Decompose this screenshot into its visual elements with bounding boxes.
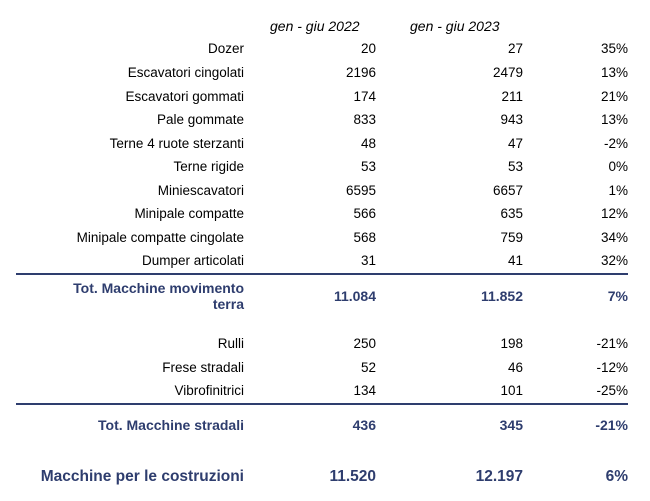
value-2022: 833 [353, 112, 376, 127]
change-percent: 1% [608, 183, 628, 198]
table-row [0, 336, 650, 358]
row-label: Dumper articolati [141, 253, 244, 268]
value-2023: 6657 [492, 183, 523, 198]
row-label: Terne 4 ruote sterzanti [109, 136, 244, 151]
change-percent: 13% [600, 112, 628, 127]
row-label: Rulli [217, 336, 244, 351]
table-row [0, 360, 650, 382]
grand-total-2023: 12.197 [475, 468, 523, 485]
row-label: Dozer [207, 41, 244, 56]
grand-total-change: 6% [605, 468, 628, 485]
table-row [0, 159, 650, 181]
value-2023: 101 [500, 383, 523, 398]
change-percent: -12% [596, 360, 628, 375]
value-2022: 6595 [345, 183, 376, 198]
grand-total-row [0, 468, 650, 490]
value-2023: 198 [500, 336, 523, 351]
value-2022: 566 [353, 206, 376, 221]
value-2023: 27 [507, 41, 523, 56]
value-2023: 635 [500, 206, 523, 221]
road-total-row [0, 417, 650, 439]
earthmoving-total-2022: 11.084 [333, 288, 376, 304]
row-label: Vibrofinitrici [174, 383, 244, 398]
row-label: Minipale compatte [134, 206, 244, 221]
row-label: Pale gommate [156, 112, 244, 127]
grand-total-2022: 11.520 [329, 468, 376, 485]
value-2022: 2196 [345, 65, 376, 80]
table-row [0, 183, 650, 205]
change-percent: 21% [600, 89, 628, 104]
table-row [0, 112, 650, 134]
grand-total-label: Macchine per le costruzioni [40, 468, 244, 485]
table-row [0, 136, 650, 158]
table-row [0, 65, 650, 87]
value-2023: 759 [500, 230, 523, 245]
table-row [0, 41, 650, 63]
road-total-2022: 436 [352, 417, 376, 433]
road-total-2023: 345 [499, 417, 523, 433]
change-percent: -21% [596, 336, 628, 351]
value-2022: 53 [360, 159, 376, 174]
value-2023: 2479 [492, 65, 523, 80]
road-total-label: Tot. Macchine stradali [98, 417, 244, 433]
earthmoving-total-label [73, 280, 244, 312]
header-2023: gen - giu 2023 [410, 18, 500, 34]
earthmoving-total-label-line2: terra [212, 296, 244, 312]
section-divider [16, 403, 628, 405]
row-label: Escavatori gommati [125, 89, 244, 104]
change-percent: 34% [600, 230, 628, 245]
header-2022: gen - giu 2022 [270, 18, 360, 34]
value-2023: 41 [507, 253, 523, 268]
row-label: Frese stradali [162, 360, 244, 375]
change-percent: 32% [600, 253, 628, 268]
section-divider [16, 273, 628, 275]
row-label: Miniescavatori [157, 183, 244, 198]
change-percent: 0% [608, 159, 628, 174]
value-2023: 47 [507, 136, 523, 151]
change-percent: 12% [600, 206, 628, 221]
value-2022: 52 [360, 360, 376, 375]
table-row [0, 253, 650, 275]
value-2023: 53 [507, 159, 523, 174]
row-label: Escavatori cingolati [127, 65, 244, 80]
value-2022: 48 [360, 136, 376, 151]
change-percent: -2% [603, 136, 628, 151]
value-2023: 211 [501, 89, 523, 104]
table-row [0, 89, 650, 111]
row-label: Minipale compatte cingolate [76, 230, 244, 245]
earthmoving-total-label-line1: Tot. Macchine movimento [73, 280, 244, 296]
road-total-change: -21% [595, 417, 628, 433]
value-2022: 250 [353, 336, 376, 351]
change-percent: 35% [600, 41, 628, 56]
value-2022: 20 [360, 41, 376, 56]
value-2022: 31 [360, 253, 376, 268]
table-row [0, 383, 650, 405]
change-percent: 13% [600, 65, 628, 80]
change-percent: -25% [596, 383, 628, 398]
value-2023: 943 [500, 112, 523, 127]
row-label: Terne rigide [173, 159, 244, 174]
value-2022: 174 [353, 89, 376, 104]
table-row [0, 206, 650, 228]
table-row [0, 230, 650, 252]
earthmoving-total-change: 7% [607, 288, 628, 304]
value-2022: 134 [353, 383, 376, 398]
value-2022: 568 [353, 230, 376, 245]
value-2023: 46 [507, 360, 523, 375]
earthmoving-total-row [0, 280, 650, 314]
earthmoving-total-2023: 11.852 [480, 288, 523, 304]
